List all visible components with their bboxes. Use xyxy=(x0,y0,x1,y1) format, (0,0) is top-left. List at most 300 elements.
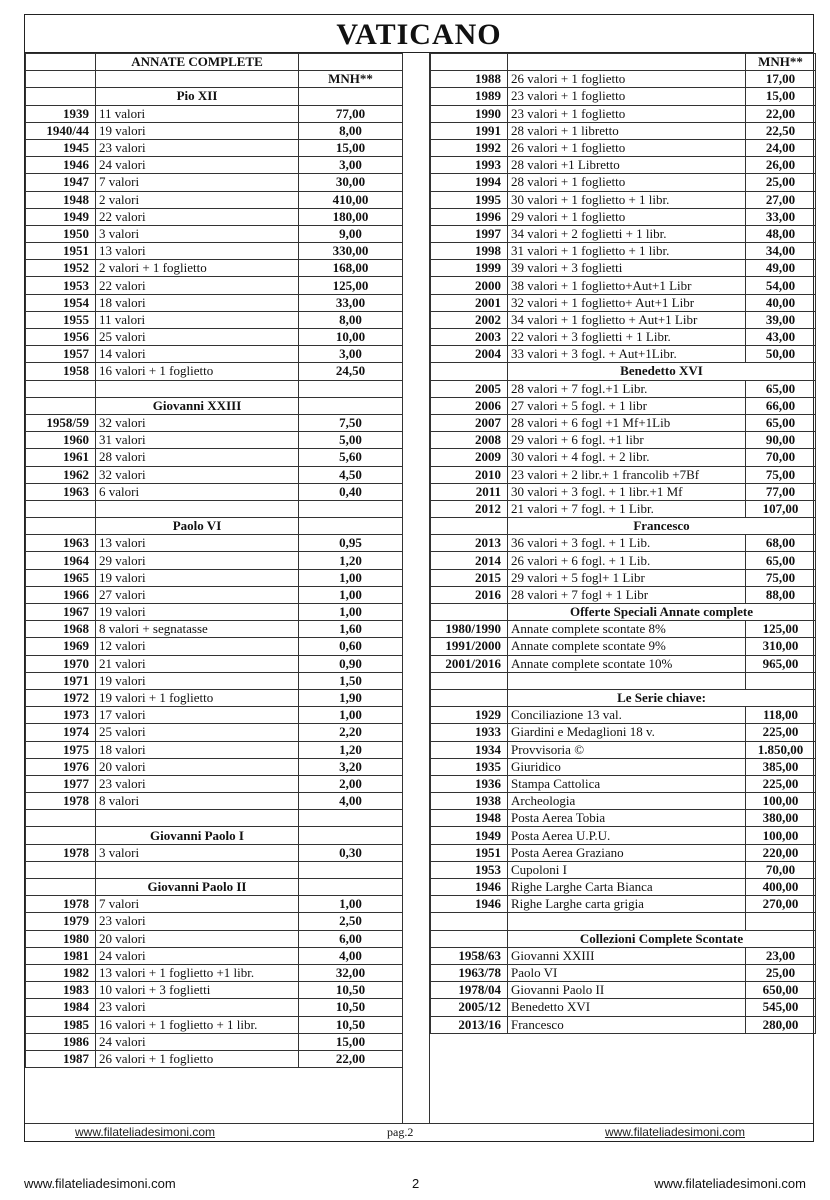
group-header-row xyxy=(431,689,816,706)
year-cell: 1962 xyxy=(26,466,96,483)
year-cell: 1978 xyxy=(26,844,96,861)
price-cell: 22,00 xyxy=(746,105,816,122)
price-cell: 385,00 xyxy=(746,758,816,775)
description-cell: 23 valori xyxy=(96,775,299,792)
price-cell: 15,00 xyxy=(299,139,403,156)
blank-cell xyxy=(508,54,746,71)
price-cell: 33,00 xyxy=(299,294,403,311)
price-cell: 10,00 xyxy=(299,329,403,346)
price-cell: 3,20 xyxy=(299,758,403,775)
column-header-row xyxy=(26,71,403,88)
year-cell: 1984 xyxy=(26,999,96,1016)
price-cell: 68,00 xyxy=(746,535,816,552)
table-row xyxy=(26,621,403,638)
table-row xyxy=(26,724,403,741)
price-cell: 9,00 xyxy=(299,225,403,242)
table-row xyxy=(431,311,816,328)
table-row xyxy=(26,105,403,122)
price-cell: 965,00 xyxy=(746,655,816,672)
description-cell: 32 valori + 1 foglietto+ Aut+1 Libr xyxy=(508,294,746,311)
group-header-row xyxy=(26,879,403,896)
description-cell: 16 valori + 1 foglietto + 1 libr. xyxy=(96,1016,299,1033)
table-row xyxy=(26,604,403,621)
description-cell: 28 valori + 6 fogl +1 Mf+1Lib xyxy=(508,414,746,431)
table-row xyxy=(26,569,403,586)
price-cell: 39,00 xyxy=(746,311,816,328)
table-row xyxy=(26,191,403,208)
description-cell: 12 valori xyxy=(96,638,299,655)
table-row xyxy=(26,139,403,156)
price-cell: 65,00 xyxy=(746,552,816,569)
price-cell: 50,00 xyxy=(746,346,816,363)
year-cell: 1963 xyxy=(26,483,96,500)
year-cell: 1994 xyxy=(431,174,508,191)
blank-cell xyxy=(26,71,96,88)
table-row xyxy=(26,294,403,311)
price-cell: 23,00 xyxy=(746,947,816,964)
blank-cell xyxy=(746,672,816,689)
price-cell: 17,00 xyxy=(746,71,816,88)
year-cell: 1963/78 xyxy=(431,964,508,981)
table-row xyxy=(431,724,816,741)
year-cell: 1946 xyxy=(26,157,96,174)
page-title: VATICANO xyxy=(25,15,813,53)
price-cell: 10,50 xyxy=(299,1016,403,1033)
year-cell: 2001/2016 xyxy=(431,655,508,672)
group-header-row xyxy=(431,604,816,621)
table-row xyxy=(431,466,816,483)
price-cell: 75,00 xyxy=(746,569,816,586)
table-row xyxy=(431,827,816,844)
page-label: pag.2 xyxy=(387,1125,414,1139)
table-row xyxy=(26,157,403,174)
description-cell: 13 valori + 1 foglietto +1 libr. xyxy=(96,964,299,981)
year-cell: 1998 xyxy=(431,243,508,260)
description-cell: 2 valori xyxy=(96,191,299,208)
blank-cell xyxy=(26,518,96,535)
description-cell: 11 valori xyxy=(96,105,299,122)
table-row xyxy=(431,208,816,225)
year-cell: 2002 xyxy=(431,311,508,328)
table-row xyxy=(26,243,403,260)
description-cell: Stampa Cattolica xyxy=(508,775,746,792)
group-header: Paolo VI xyxy=(96,518,299,535)
description-cell: 6 valori xyxy=(96,483,299,500)
group-header-row xyxy=(26,397,403,414)
year-cell: 1940/44 xyxy=(26,122,96,139)
description-cell: 10 valori + 3 foglietti xyxy=(96,982,299,999)
description-cell: Righe Larghe Carta Bianca xyxy=(508,879,746,896)
price-cell: 1,00 xyxy=(299,604,403,621)
price-cell: 24,00 xyxy=(746,139,816,156)
price-cell: 4,00 xyxy=(299,793,403,810)
table-row xyxy=(431,982,816,999)
table-row xyxy=(26,225,403,242)
price-cell: 34,00 xyxy=(746,243,816,260)
price-cell: 33,00 xyxy=(746,208,816,225)
year-cell: 1964 xyxy=(26,552,96,569)
price-cell: 15,00 xyxy=(299,1033,403,1050)
description-cell: 34 valori + 2 foglietti + 1 libr. xyxy=(508,225,746,242)
year-cell: 1978 xyxy=(26,896,96,913)
price-cell: 1,00 xyxy=(299,586,403,603)
table-row xyxy=(26,930,403,947)
table-row xyxy=(26,793,403,810)
price-cell: 8,00 xyxy=(299,122,403,139)
blank-cell xyxy=(431,672,508,689)
table-row xyxy=(431,71,816,88)
description-cell: 16 valori + 1 foglietto xyxy=(96,363,299,380)
description-cell: 28 valori xyxy=(96,449,299,466)
blank-cell xyxy=(96,810,299,827)
empty-row xyxy=(26,861,403,878)
description-cell: 28 valori +1 Libretto xyxy=(508,157,746,174)
blank-cell xyxy=(299,54,403,71)
table-row xyxy=(26,449,403,466)
description-cell: 2 valori + 1 foglietto xyxy=(96,260,299,277)
table-row xyxy=(26,552,403,569)
description-cell: Giardini e Medaglioni 18 v. xyxy=(508,724,746,741)
year-cell: 1935 xyxy=(431,758,508,775)
year-cell: 1936 xyxy=(431,775,508,792)
year-cell: 2007 xyxy=(431,414,508,431)
table-row xyxy=(431,621,816,638)
year-cell: 1999 xyxy=(431,260,508,277)
description-cell: 22 valori xyxy=(96,208,299,225)
column-gutter xyxy=(402,53,430,1123)
price-cell: 77,00 xyxy=(299,105,403,122)
table-row xyxy=(431,964,816,981)
description-cell: 30 valori + 4 fogl. + 2 libr. xyxy=(508,449,746,466)
description-cell: 28 valori + 1 libretto xyxy=(508,122,746,139)
table-row xyxy=(431,500,816,517)
year-cell: 1974 xyxy=(26,724,96,741)
price-cell: 107,00 xyxy=(746,500,816,517)
year-cell: 2012 xyxy=(431,500,508,517)
price-cell: 100,00 xyxy=(746,793,816,810)
description-cell: Giovanni XXIII xyxy=(508,947,746,964)
year-cell: 2005 xyxy=(431,380,508,397)
year-cell: 1951 xyxy=(26,243,96,260)
price-cell: 118,00 xyxy=(746,707,816,724)
year-cell: 1973 xyxy=(26,707,96,724)
description-cell: Paolo VI xyxy=(508,964,746,981)
description-cell: Cupoloni I xyxy=(508,861,746,878)
description-cell: Giuridico xyxy=(508,758,746,775)
website-link[interactable]: www.filateliadesimoni.com xyxy=(604,1125,745,1139)
description-cell: 30 valori + 3 fogl. + 1 libr.+1 Mf xyxy=(508,483,746,500)
year-cell: 1981 xyxy=(26,947,96,964)
price-cell: 0,90 xyxy=(299,655,403,672)
description-cell: 23 valori xyxy=(96,139,299,156)
page-footer-url: www.filateliadesimoni.com xyxy=(24,1176,176,1191)
group-header-row xyxy=(431,518,816,535)
table-row xyxy=(26,329,403,346)
year-cell: 1953 xyxy=(431,861,508,878)
year-cell: 1975 xyxy=(26,741,96,758)
price-cell: 125,00 xyxy=(299,277,403,294)
year-cell: 1979 xyxy=(26,913,96,930)
table-row xyxy=(26,1050,403,1067)
table-row xyxy=(431,380,816,397)
table-row xyxy=(26,174,403,191)
blank-cell xyxy=(26,827,96,844)
inner-footer xyxy=(25,1123,813,1141)
description-cell: 32 valori xyxy=(96,466,299,483)
year-cell: 1985 xyxy=(26,1016,96,1033)
table-row xyxy=(431,105,816,122)
description-cell: 22 valori + 3 foglietti + 1 Libr. xyxy=(508,329,746,346)
description-cell: 26 valori + 1 foglietto xyxy=(508,139,746,156)
description-cell: 11 valori xyxy=(96,311,299,328)
table-row xyxy=(26,947,403,964)
year-cell: 1945 xyxy=(26,139,96,156)
price-cell: 0,60 xyxy=(299,638,403,655)
group-header: Benedetto XVI xyxy=(508,363,816,380)
price-cell: 0,40 xyxy=(299,483,403,500)
price-cell: 270,00 xyxy=(746,896,816,913)
year-cell: 1965 xyxy=(26,569,96,586)
year-cell: 1961 xyxy=(26,449,96,466)
year-cell: 1980/1990 xyxy=(431,621,508,638)
year-cell: 1949 xyxy=(26,208,96,225)
price-cell: 1,20 xyxy=(299,741,403,758)
description-cell: 22 valori xyxy=(96,277,299,294)
blank-cell xyxy=(96,500,299,517)
price-cell: 0,30 xyxy=(299,844,403,861)
description-cell: 38 valori + 1 foglietto+Aut+1 Libr xyxy=(508,277,746,294)
description-cell: 28 valori + 1 foglietto xyxy=(508,174,746,191)
price-cell: 22,00 xyxy=(299,1050,403,1067)
table-row xyxy=(431,243,816,260)
description-cell: 26 valori + 1 foglietto xyxy=(96,1050,299,1067)
description-cell: 7 valori xyxy=(96,896,299,913)
table-row xyxy=(26,414,403,431)
description-cell: Posta Aerea Graziano xyxy=(508,844,746,861)
description-cell: Posta Aerea Tobia xyxy=(508,810,746,827)
price-cell: 54,00 xyxy=(746,277,816,294)
blank-cell xyxy=(96,71,299,88)
price-cell: 75,00 xyxy=(746,466,816,483)
price-cell: 168,00 xyxy=(299,260,403,277)
description-cell: 18 valori xyxy=(96,294,299,311)
year-cell: 2005/12 xyxy=(431,999,508,1016)
price-cell: 1,50 xyxy=(299,672,403,689)
year-cell: 2004 xyxy=(431,346,508,363)
description-cell: 32 valori xyxy=(96,414,299,431)
price-cell: 220,00 xyxy=(746,844,816,861)
year-cell: 2013/16 xyxy=(431,1016,508,1033)
year-cell: 1977 xyxy=(26,775,96,792)
year-cell: 1954 xyxy=(26,294,96,311)
table-row xyxy=(431,329,816,346)
description-cell: Posta Aerea U.P.U. xyxy=(508,827,746,844)
year-cell: 1956 xyxy=(26,329,96,346)
price-cell: 10,50 xyxy=(299,999,403,1016)
description-cell: 24 valori xyxy=(96,1033,299,1050)
price-cell: 3,00 xyxy=(299,157,403,174)
table-row xyxy=(26,964,403,981)
year-cell: 1983 xyxy=(26,982,96,999)
website-link[interactable]: www.filateliadesimoni.com xyxy=(75,1125,216,1139)
blank-cell xyxy=(431,930,508,947)
year-cell: 1946 xyxy=(431,896,508,913)
table-row xyxy=(431,225,816,242)
blank-cell xyxy=(431,604,508,621)
year-cell: 2008 xyxy=(431,432,508,449)
price-cell: 15,00 xyxy=(746,88,816,105)
description-cell: 26 valori + 1 foglietto xyxy=(508,71,746,88)
year-cell: 1971 xyxy=(26,672,96,689)
price-cell: 225,00 xyxy=(746,724,816,741)
table-row xyxy=(431,999,816,1016)
table-row xyxy=(431,432,816,449)
table-row xyxy=(431,414,816,431)
price-cell: 125,00 xyxy=(746,621,816,638)
table-row xyxy=(26,999,403,1016)
year-cell: 1939 xyxy=(26,105,96,122)
group-header: Giovanni Paolo I xyxy=(96,827,299,844)
group-header: Giovanni XXIII xyxy=(96,397,299,414)
year-cell: 1972 xyxy=(26,689,96,706)
table-row xyxy=(431,1016,816,1033)
table-row xyxy=(431,277,816,294)
price-cell: 70,00 xyxy=(746,449,816,466)
price-cell: 0,95 xyxy=(299,535,403,552)
blank-cell xyxy=(508,913,746,930)
blank-cell xyxy=(299,397,403,414)
year-cell: 1948 xyxy=(26,191,96,208)
table-row xyxy=(26,638,403,655)
year-cell: 1993 xyxy=(431,157,508,174)
table-row xyxy=(431,655,816,672)
table-row xyxy=(431,139,816,156)
year-cell: 2010 xyxy=(431,466,508,483)
group-header: Offerte Speciali Annate complete xyxy=(508,604,816,621)
description-cell: Righe Larghe carta grigia xyxy=(508,896,746,913)
table-row xyxy=(26,689,403,706)
year-cell: 1934 xyxy=(431,741,508,758)
price-cell: 7,50 xyxy=(299,414,403,431)
price-cell: 30,00 xyxy=(299,174,403,191)
table-row xyxy=(431,483,816,500)
year-cell: 1988 xyxy=(431,71,508,88)
description-cell: 27 valori + 5 fogl. + 1 libr xyxy=(508,397,746,414)
description-cell: 29 valori + 5 fogl+ 1 Libr xyxy=(508,569,746,586)
year-cell: 1997 xyxy=(431,225,508,242)
year-cell: 2014 xyxy=(431,552,508,569)
year-cell: 1950 xyxy=(26,225,96,242)
year-cell: 1949 xyxy=(431,827,508,844)
price-cell: 65,00 xyxy=(746,380,816,397)
price-cell: 27,00 xyxy=(746,191,816,208)
price-cell: 545,00 xyxy=(746,999,816,1016)
table-row xyxy=(26,844,403,861)
year-cell: 1970 xyxy=(26,655,96,672)
price-cell: 225,00 xyxy=(746,775,816,792)
right-price-column xyxy=(430,53,815,1034)
description-cell: 17 valori xyxy=(96,707,299,724)
table-row xyxy=(431,844,816,861)
year-cell: 1995 xyxy=(431,191,508,208)
mnh-header: MNH** xyxy=(299,71,403,88)
blank-cell xyxy=(26,88,96,105)
blank-cell xyxy=(299,518,403,535)
description-cell: 31 valori xyxy=(96,432,299,449)
year-cell: 1996 xyxy=(431,208,508,225)
price-cell: 380,00 xyxy=(746,810,816,827)
blank-cell xyxy=(26,861,96,878)
description-cell: 29 valori + 6 fogl. +1 libr xyxy=(508,432,746,449)
price-cell: 26,00 xyxy=(746,157,816,174)
blank-cell xyxy=(96,861,299,878)
price-cell: 77,00 xyxy=(746,483,816,500)
price-cell: 3,00 xyxy=(299,346,403,363)
year-cell: 2016 xyxy=(431,586,508,603)
table-row xyxy=(26,432,403,449)
table-row xyxy=(26,363,403,380)
price-cell: 25,00 xyxy=(746,964,816,981)
year-cell: 1978/04 xyxy=(431,982,508,999)
year-cell: 2001 xyxy=(431,294,508,311)
table-row xyxy=(431,294,816,311)
page-footer-url: www.filateliadesimoni.com xyxy=(654,1176,806,1191)
table-row xyxy=(26,122,403,139)
table-row xyxy=(26,586,403,603)
table-row xyxy=(431,88,816,105)
blank-cell xyxy=(26,397,96,414)
table-row xyxy=(431,569,816,586)
price-cell: 40,00 xyxy=(746,294,816,311)
price-cell: 1,00 xyxy=(299,896,403,913)
description-cell: 30 valori + 1 foglietto + 1 libr. xyxy=(508,191,746,208)
description-cell: 24 valori xyxy=(96,947,299,964)
year-cell: 1951 xyxy=(431,844,508,861)
empty-row xyxy=(26,500,403,517)
year-cell: 1982 xyxy=(26,964,96,981)
blank-cell xyxy=(431,54,508,71)
table-row xyxy=(26,1033,403,1050)
description-cell: 23 valori + 1 foglietto xyxy=(508,105,746,122)
description-cell: Archeologia xyxy=(508,793,746,810)
year-cell: 1946 xyxy=(431,879,508,896)
year-cell: 1948 xyxy=(431,810,508,827)
table-row xyxy=(431,191,816,208)
year-cell: 2013 xyxy=(431,535,508,552)
table-row xyxy=(431,586,816,603)
blank-cell xyxy=(26,380,96,397)
year-cell: 1955 xyxy=(26,311,96,328)
table-row xyxy=(431,741,816,758)
group-header: Giovanni Paolo II xyxy=(96,879,299,896)
table-row xyxy=(431,346,816,363)
price-cell: 330,00 xyxy=(299,243,403,260)
price-cell: 1,60 xyxy=(299,621,403,638)
year-cell: 1963 xyxy=(26,535,96,552)
description-cell: 8 valori xyxy=(96,793,299,810)
section-label: ANNATE COMPLETE xyxy=(96,54,299,71)
table-row xyxy=(26,535,403,552)
left-price-table xyxy=(25,53,403,1068)
description-cell: 20 valori xyxy=(96,758,299,775)
blank-cell xyxy=(299,500,403,517)
year-cell: 2015 xyxy=(431,569,508,586)
blank-cell xyxy=(508,672,746,689)
price-cell: 410,00 xyxy=(299,191,403,208)
blank-cell xyxy=(431,689,508,706)
description-cell: 29 valori xyxy=(96,552,299,569)
table-row xyxy=(26,483,403,500)
